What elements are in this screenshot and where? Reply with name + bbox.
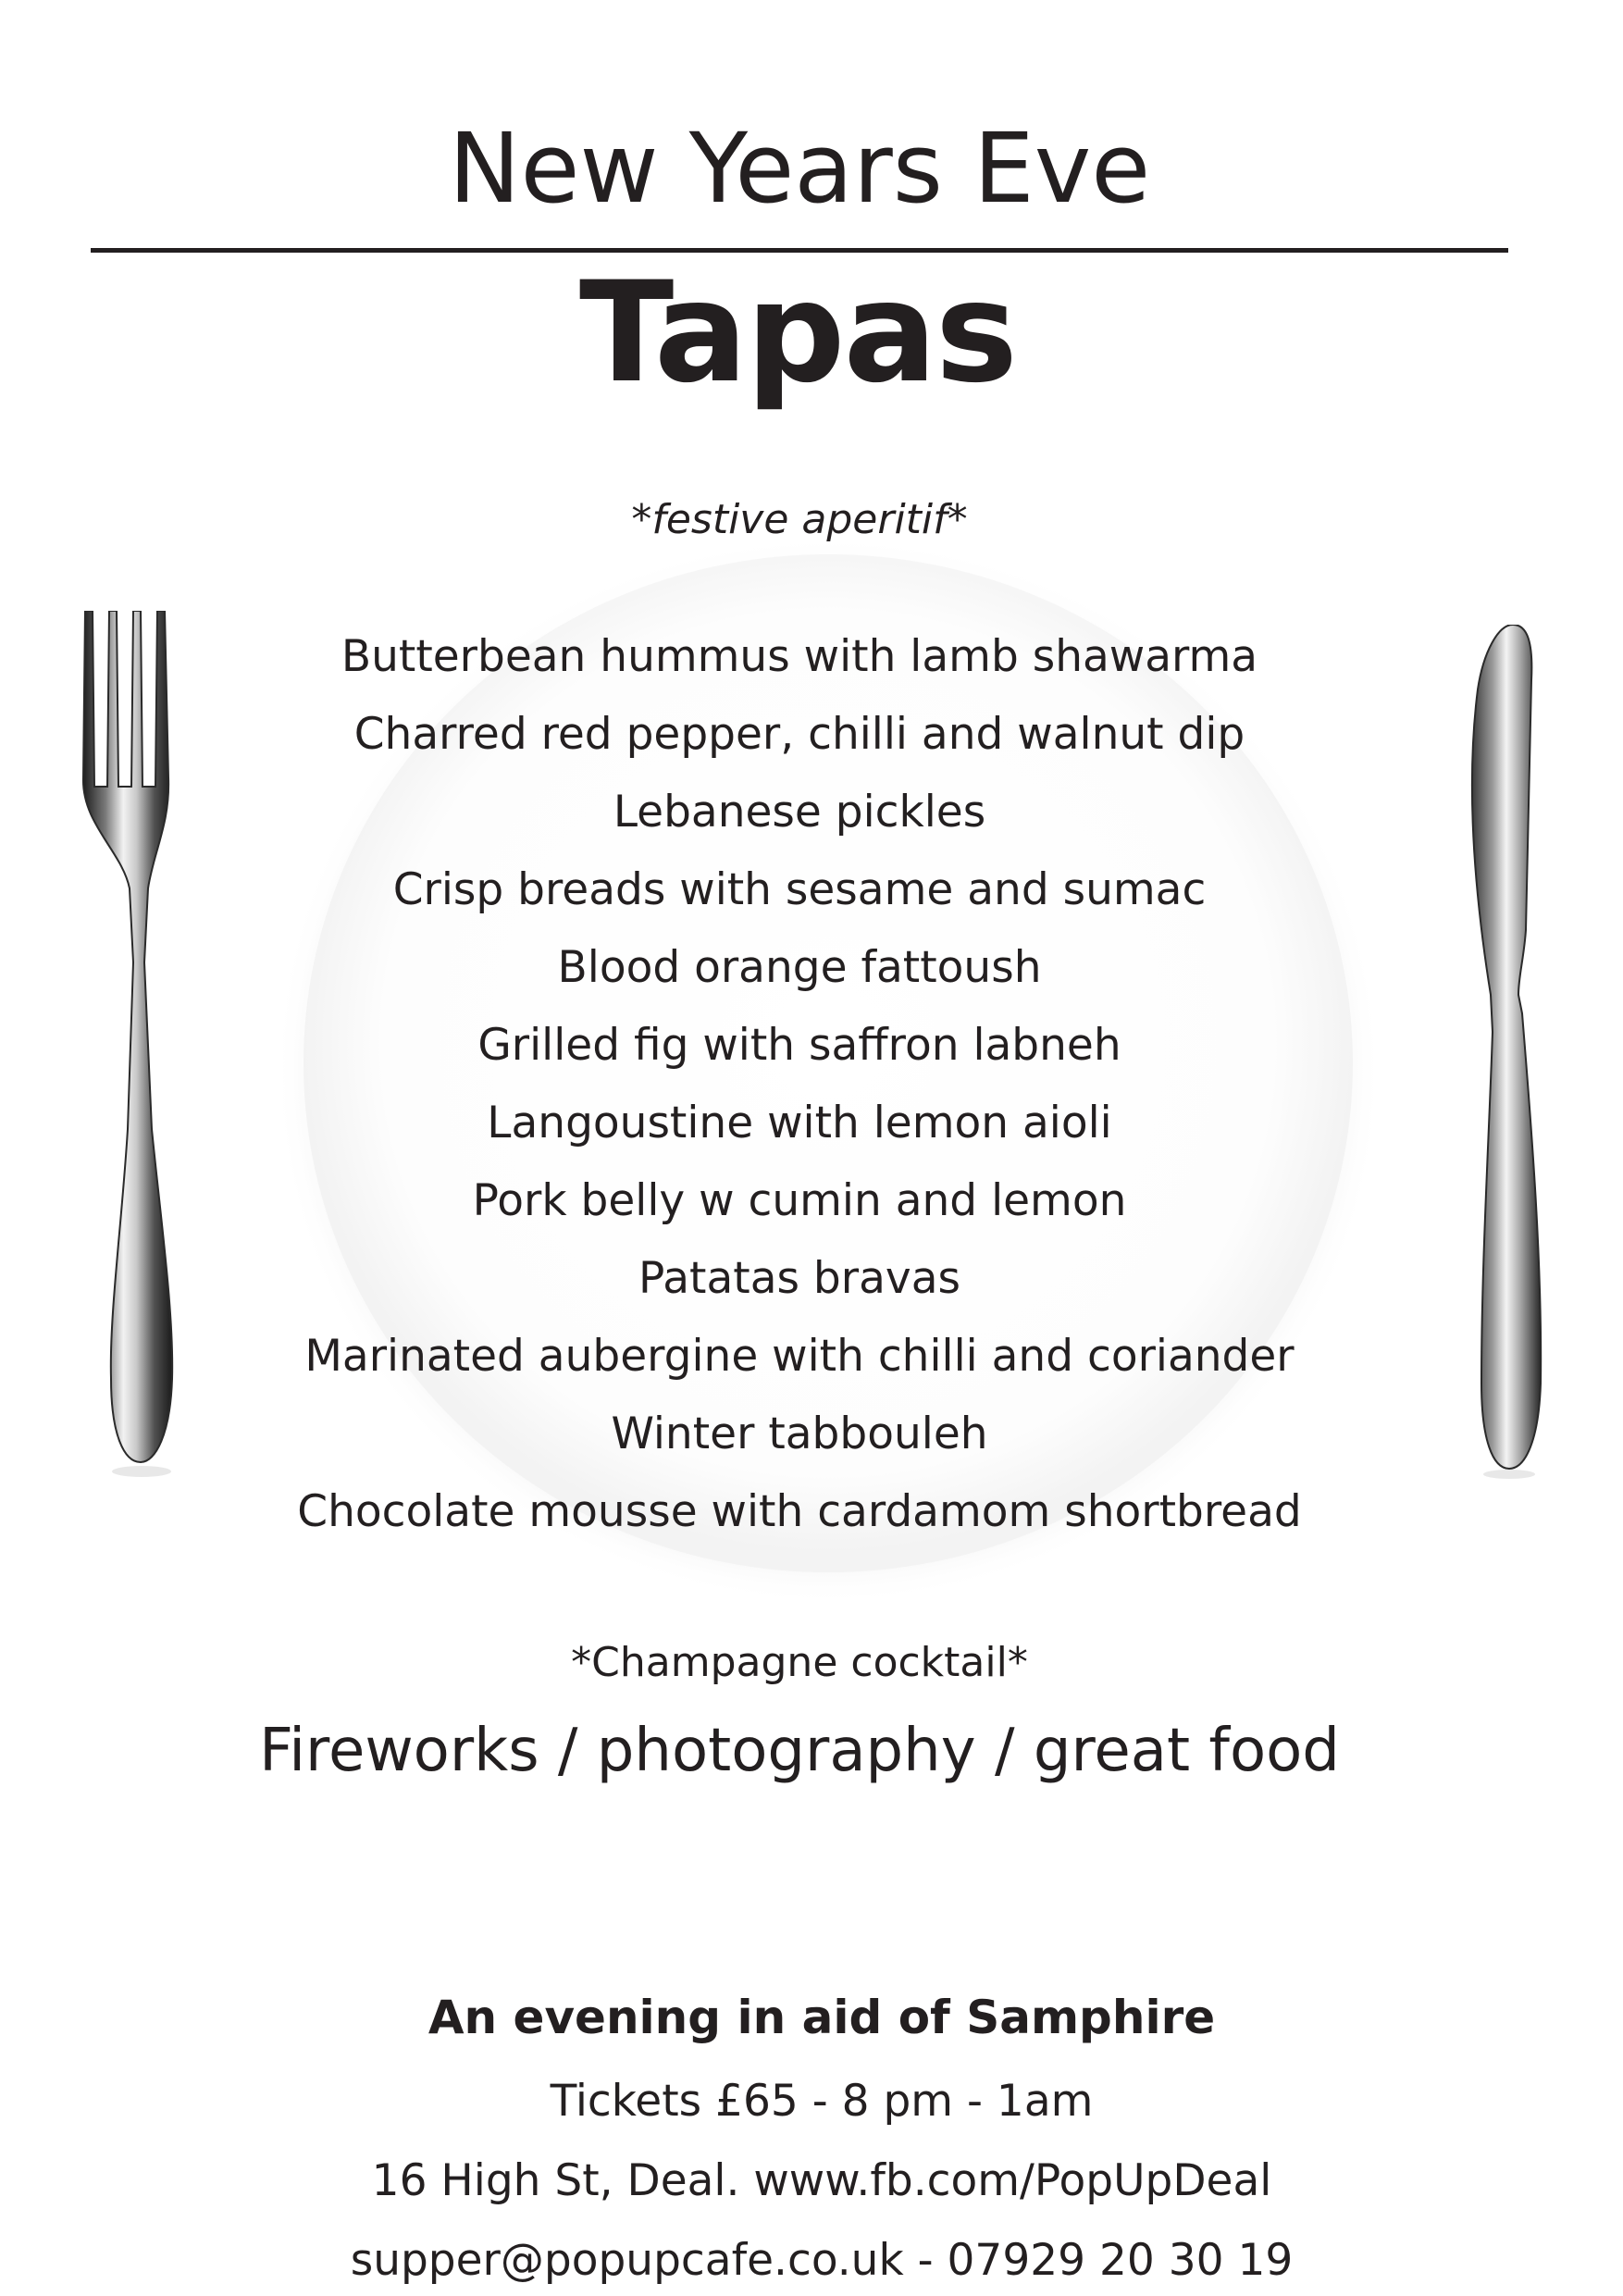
menu-item: Pork belly w cumin and lemon xyxy=(472,1175,1127,1226)
menu-heading: Tapas xyxy=(578,253,1017,414)
menu-list xyxy=(0,629,1599,1562)
charity-line: An evening in aid of Samphire xyxy=(427,1991,1216,2044)
tagline: Fireworks / photography / great food xyxy=(259,1717,1340,1785)
menu-item: Butterbean hummus with lamb shawarma xyxy=(341,631,1258,682)
ticket-info: Tickets £65 - 8 pm - 1am xyxy=(550,2076,1094,2127)
address-line: 16 High St, Deal. www.fb.com/PopUpDeal xyxy=(371,2155,1272,2206)
menu-item: Crisp breads with sesame and sumac xyxy=(392,864,1207,915)
menu-item: Lebanese pickles xyxy=(613,787,986,838)
menu-item: Marinated aubergine with chilli and coriander xyxy=(304,1331,1295,1382)
menu-item: Charred red pepper, chilli and walnut dip xyxy=(353,709,1245,760)
menu-item: Langoustine with lemon aioli xyxy=(487,1098,1112,1148)
menu-item: Patatas bravas xyxy=(638,1253,960,1304)
contact-line: supper@popupcafe.co.uk - 07929 20 30 19 xyxy=(350,2235,1294,2286)
menu-item: Winter tabbouleh xyxy=(611,1409,988,1459)
menu-item: Chocolate mousse with cardamom shortbread xyxy=(297,1486,1302,1537)
aperitif-note: *festive aperitif* xyxy=(631,496,968,543)
menu-item: Grilled fig with saffron labneh xyxy=(477,1020,1121,1071)
cocktail-note: *Champagne cocktail* xyxy=(571,1639,1028,1686)
menu-item: Blood orange fattoush xyxy=(557,942,1042,993)
page-title: New Years Eve xyxy=(448,112,1151,225)
